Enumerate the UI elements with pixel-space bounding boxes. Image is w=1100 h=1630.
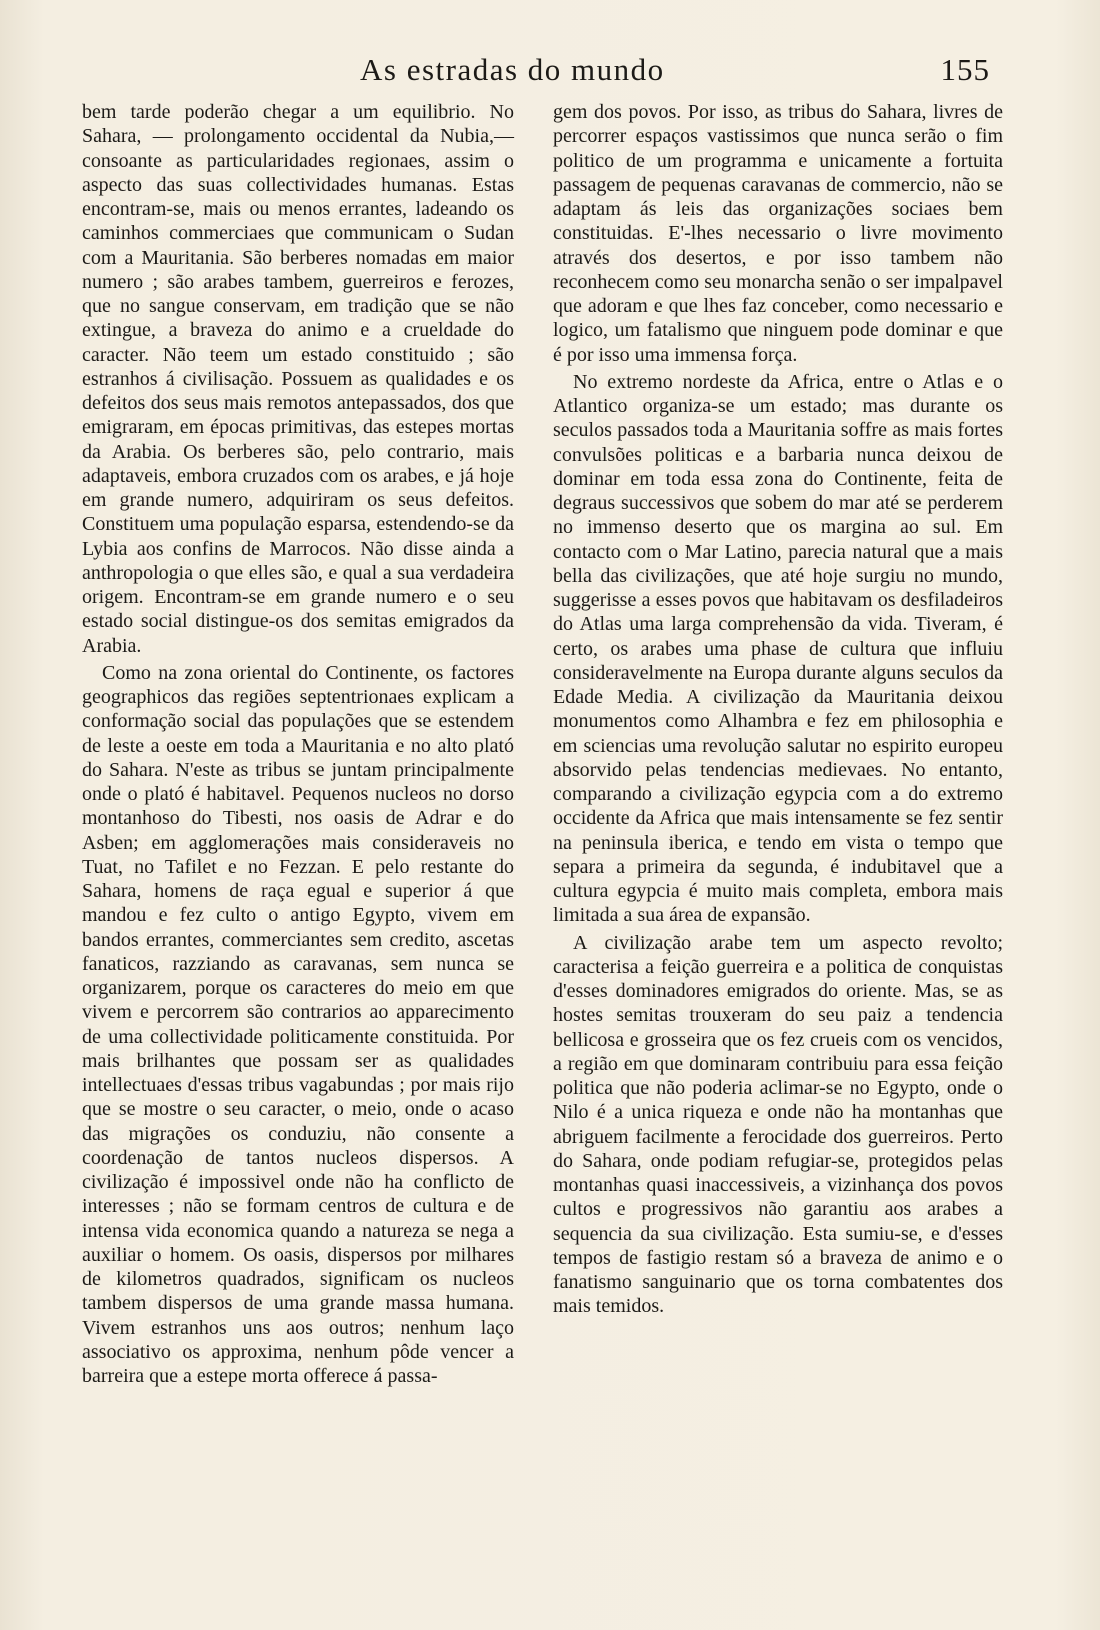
page-header [360, 52, 990, 92]
right-column [553, 100, 1003, 1319]
paragraph: bem tarde poderão chegar a um equilibrio. No Sahara, — prolongamento occidental da Nubia,— consoante as particularidades regionaes, assim o aspecto das suas collectividades humanas. Estas encontram-se, mais ou menos errantes, ladeando os caminhos commerciaes que communicam o Sudan com a Mauritania. São berberes nomadas em maior numero ; são arabes tambem, guerreiros e ferozes, que no sangue conservam, em tradição que se não extingue, a braveza do animo e a crueldade do caracter. Não teem um estado constituido ; são estranhos á civilisação. Possuem as qualidades e os defeitos dos seus mais remotos antepassados, dos que emigraram, em épocas primitivas, das estepes mortas da Arabia. Os berberes são, pelo contrario, mais adaptaveis, embora cruzados com os arabes, e já hoje em grande numero, adquiriram os seus defeitos. Constituem uma população esparsa, estendendo-se da Lybia aos confins de Marrocos. Não disse ainda a anthropologia o que elles são, e qual a sua verdadeira origem. Encontram-se em grande numero e o seu estado social distingue-os dos semitas emigrados da Arabia. [82, 101, 514, 657]
paragraph: Como na zona oriental do Continente, os factores geographicos das regiões septentrionaes explicam a conformação social das populações que se estendem de leste a oeste em toda a Mauritania e no alto plató do Sahara. N'este as tribus se juntam principalmente onde o plató é habitavel. Pequenos nucleos no dorso montanhoso do Tibesti, nos oasis de Adrar e do Asben; em agglomerações mais consideraveis no Tuat, no Tafilet e no Fezzan. E pelo restante do Sahara, homens de raça egual e superior á que mandou e fez culto o antigo Egypto, vivem em bandos errantes, commerciantes sem credito, ascetas fanaticos, razziando as caravanas, sem nunca se organizarem, porque os caracteres do meio em que vivem e percorrem são contrarios ao apparecimento de uma collectividade politicamente constituida. Por mais brilhantes que possam ser as qualidades intellectuaes d'essas tribus vagabundas ; por mais rijo que se mostre o seu caracter, o meio, onde o acaso das migrações os conduziu, não consente a coordenação de tantos nucleos dispersos. A civilização é impossivel onde não ha conflicto de interesses ; não se formam centros de cultura e de intensa vida economica quando a natureza se nega a auxiliar o homem. Os oasis, dispersos por milhares de kilometros quadrados, significam os nucleos tambem dispersos de uma grande massa humana. Vivem estranhos uns aos outros; nenhum laço associativo os approxima, nenhum pôde vencer a barreira que a estepe morta offerece á passa- [82, 661, 514, 1387]
running-title: As estradas do mundo [360, 52, 665, 87]
paragraph: No extremo nordeste da Africa, entre o Atlas e o Atlantico organiza-se um estado; mas durante os seculos passados toda a Mauritania soffre as mais fortes convulsões politicas e a barbaria nunca deixou de dominar em toda essa zona do Continente, feita de degraus successivos que sobem do mar até se perderem no immenso deserto que os margina ao sul. Em contacto com o Mar Latino, parecia natural que a mais bella das civilizações, que até hoje surgiu no mundo, suggerisse a esses povos que habitavam os desfiladeiros do Atlas uma larga comprehensão da vida. Tiveram, é certo, os arabes uma phase de cultura que influiu consideravelmente na Europa durante alguns seculos da Edade Media. A civilização da Mauritania deixou monumentos como Alhambra e fez em philosophia e em sciencias uma revolução salutar no espirito europeu absorvido pelas tendencias medievaes. No entanto, comparando a civilização egypcia com a do extremo occidente da Africa que mais intensamente se fez sentir na peninsula iberica, e tendo em vista o tempo que separa a primeira da segunda, é indubitavel que a cultura egypcia é muito mais completa, embora mais limitada a sua área de expansão. [553, 370, 1003, 927]
left-column [82, 100, 514, 1388]
page-number: 155 [940, 52, 990, 87]
paragraph: gem dos povos. Por isso, as tribus do Sahara, livres de percorrer espaços vastissimos que nunca serão o fim politico de um programma e unicamente a fortuita passagem de pequenas caravanas de commercio, não se adaptam ás leis das organizações sociaes bem constituidas. E'-lhes necessario o livre movimento através dos desertos, e por isso tambem não reconhecem como seu monarcha senão o ser impalpavel que adoram e que lhes faz conceber, como necessario e logico, um fatalismo que ninguem pode dominar e que é por isso uma immensa força. [553, 101, 1003, 366]
paragraph: A civilização arabe tem um aspecto revolto; caracterisa a feição guerreira e a politica de conquistas d'esses dominadores emigrados do oriente. Mas, se as hostes semitas trouxeram do seu paiz a tendencia bellicosa e grosseira que os fez crueis com os vencidos, a região em que dominaram contribuiu para essa feição politica que não poderia aclimar-se no Egypto, onde o Nilo é a unica riqueza e onde não ha montanhas que abriguem facilmente a ferocidade dos guerreiros. Perto do Sahara, onde podiam refugiar-se, protegidos pelas montanhas quasi inaccessiveis, a vizinhança dos povos cultos e progressivos não garantiu aos arabes a sequencia da sua civilização. Esta sumiu-se, e d'esses tempos de fastigio restam só a braveza de animo e o fanatismo sanguinario que os torna combatentes dos mais temidos. [553, 931, 1003, 1318]
